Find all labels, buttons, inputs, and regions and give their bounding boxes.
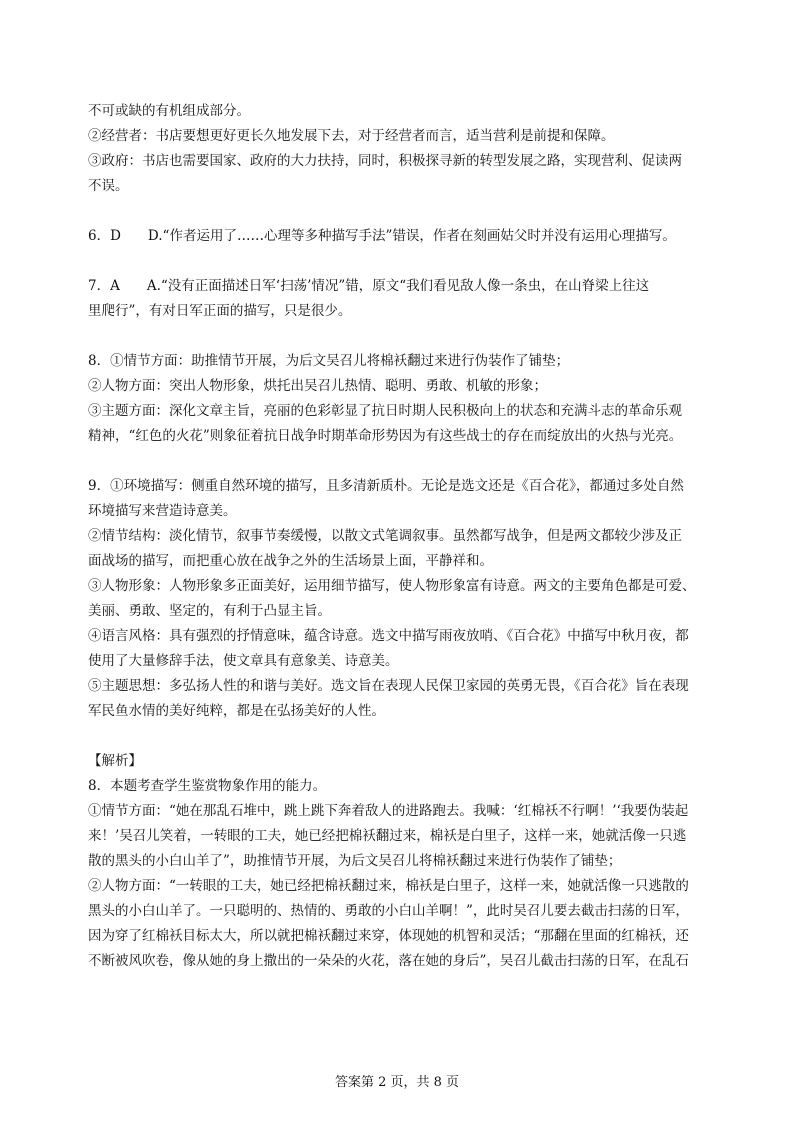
text-line: 不误。 (88, 178, 129, 194)
text-line: 里爬行”，有对日军正面的描写，只是很少。 (88, 303, 352, 319)
text-line: 环境描写来营造诗意美。 (88, 503, 237, 519)
text-line: 精神，“红色的火花”则象征着抗日战争时期革命形势因为有这些战士的存在而绽放出的火热与光亮。 (88, 428, 683, 444)
text-line: ①情节方面：“她在那乱石堆中，跳上跳下奔着敌人的进路跑去。我喊：‘红棉袄不行啊！’‘我要伪装起 (88, 803, 689, 819)
text-line: 6．D D.“作者运用了……心理等多种描写手法”错误，作者在刻画姑父时并没有运用心理描写。 (88, 228, 676, 244)
text-line: ②人物方面：突出人物形象，烘托出吴召儿热情、聪明、勇敢、机敏的形象； (88, 378, 547, 394)
paragraph-gap (88, 199, 712, 224)
text-line: 来！’吴召儿笑着，一转眼的工夫，她已经把棉袄翻过来，棉袄是白里子，这样一来，她就活像一只逃 (88, 828, 687, 844)
text-line: ④语言风格：具有强烈的抒情意味，蕴含诗意。选文中描写雨夜放哨、《百合花》中描写中秋月夜，都 (88, 628, 689, 644)
text-line: 9．①环境描写：侧重自然环境的描写，且多清新质朴。无论是选文还是《百合花》，都通过多处自然 (88, 478, 684, 494)
text-line: 【解析】 (88, 753, 142, 769)
text-line: 不可或缺的有机组成部分。 (88, 103, 250, 119)
text-line: 军民鱼水情的美好纯粹，都是在弘扬美好的人性。 (88, 703, 385, 719)
page-footer: 答案第 2 页，共 8 页 (334, 1075, 460, 1090)
text-line: 美丽、勇敢、坚定的，有利于凸显主旨。 (88, 603, 331, 619)
text-line: ⑤主题思想：多弘扬人性的和谐与美好。选文旨在表现人民保卫家园的英勇无畏，《百合花》旨在表现 (88, 678, 689, 694)
text-line: 面战场的描写，而把重心放在战争之外的生活场景上面，平静祥和。 (88, 553, 493, 569)
text-line: 因为穿了红棉袄目标太大，所以就把棉袄翻过来穿，体现她的机智和灵活；“那翻在里面的红棉袄，还 (88, 928, 689, 944)
text-line: ③人物形象：人物形象多正面美好，运用细节描写，使人物形象富有诗意。两文的主要角色都是可爱、 (88, 578, 696, 594)
text-line: ②经营者：书店要想更好更长久地发展下去，对于经营者而言，适当营利是前提和保障。 (88, 128, 615, 144)
text-line: 散的黑头的小白山羊了”，助推情节开展，为后文吴召儿将棉袄翻过来进行伪装作了铺垫； (88, 853, 622, 869)
text-line: 7．A A.“没有正面描述日军‘扫荡’情况”错，原文“我们看见敌人像一条虫，在山脊梁上往这 (88, 278, 650, 294)
text-line: 8．本题考查学生鉴赏物象作用的能力。 (88, 778, 327, 794)
text-line: ③政府：书店也需要国家、政府的大力扶持，同时，积极探寻新的转型发展之路，实现营利、促读两 (88, 153, 682, 169)
text-line: ②人物方面：“一转眼的工夫，她已经把棉袄翻过来，棉袄是白里子，这样一来，她就活像一只逃散的 (88, 878, 689, 894)
answer-text-body (88, 99, 712, 974)
text-line: 8．①情节方面：助推情节开展，为后文吴召儿将棉袄翻过来进行伪装作了铺垫； (88, 353, 570, 369)
text-line: 不断被风吹卷，像从她的身上撒出的一朵朵的火花，落在她的身后”，吴召儿截击扫荡的日军，在乱石 (88, 953, 689, 969)
text-line: 使用了大量修辞手法，使文章具有意象美、诗意美。 (88, 653, 399, 669)
text-line: ③主题方面：深化文章主旨，亮丽的色彩彰显了抗日时期人民积极向上的状态和充满斗志的革命乐观 (88, 403, 682, 419)
paragraph-gap (88, 249, 712, 274)
paragraph-gap (88, 324, 712, 349)
text-line: ②情节结构：淡化情节，叙事节奏缓慢，以散文式笔调叙事。虽然都写战争，但是两文都较少涉及正 (88, 528, 682, 544)
paragraph-gap (88, 724, 712, 749)
text-line: 黑头的小白山羊了。一只聪明的、热情的、勇敢的小白山羊啊！”，此时吴召儿要去截击扫荡的日军， (88, 903, 689, 919)
paragraph-gap (88, 449, 712, 474)
